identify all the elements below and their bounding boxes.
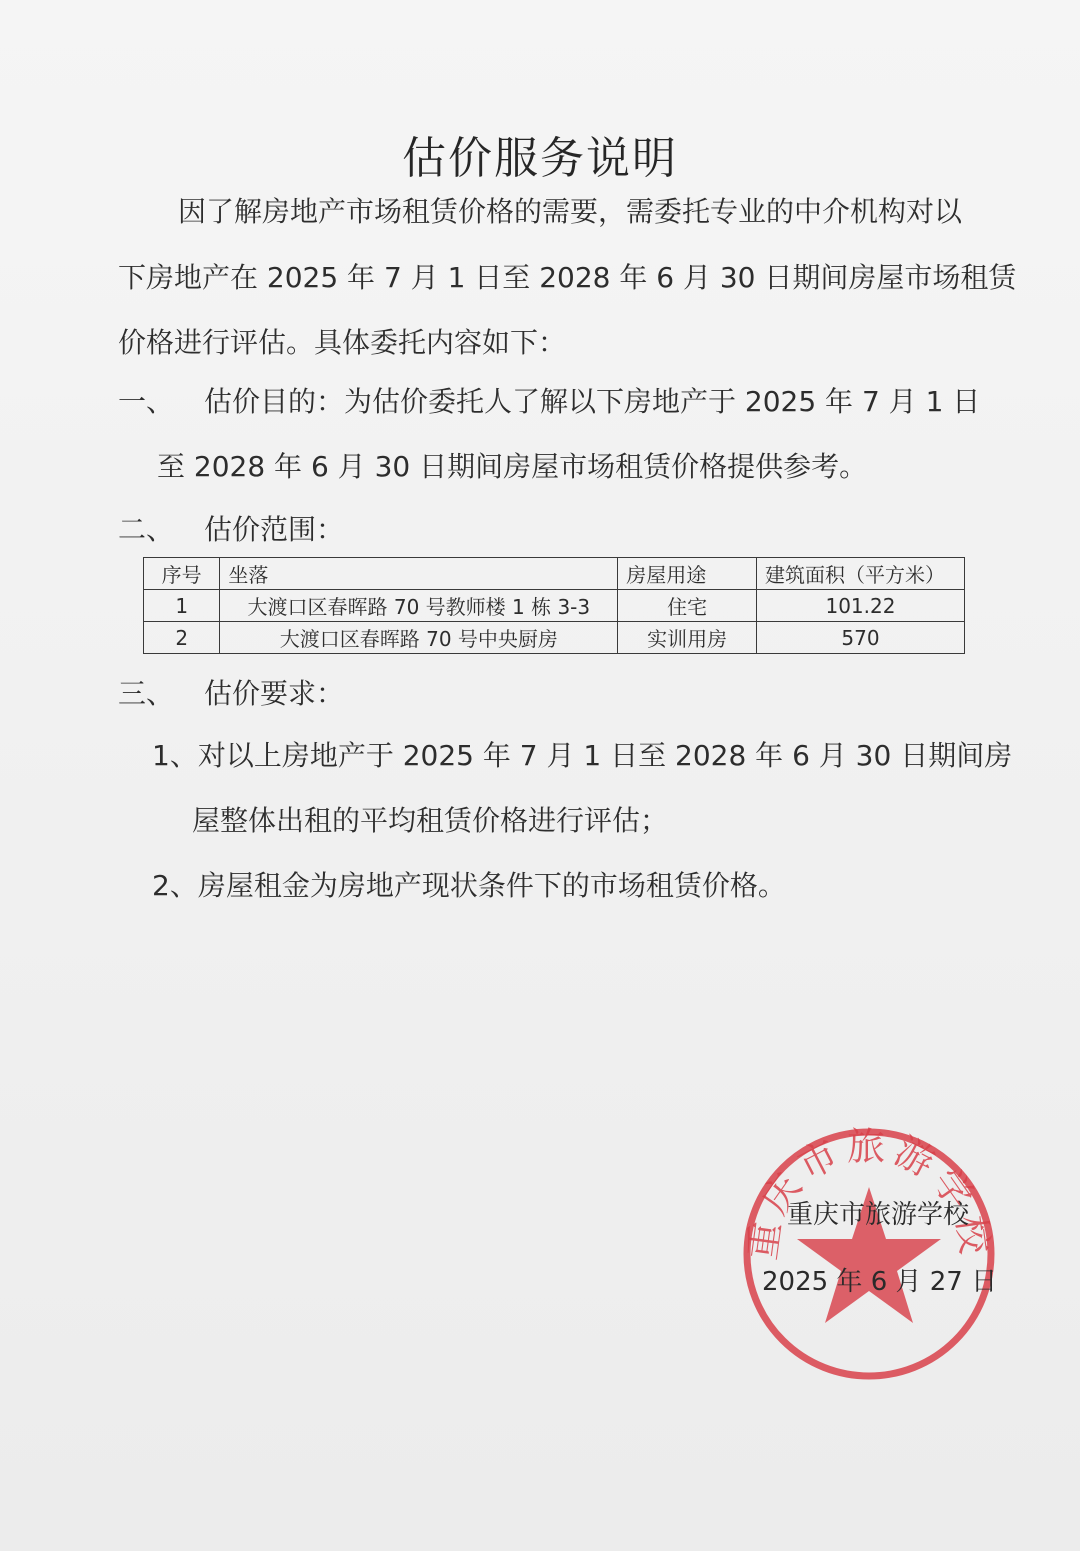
intro-line-3: 价格进行评估。具体委托内容如下：: [118, 326, 567, 359]
table-row: [144, 622, 965, 654]
table-row: [144, 590, 965, 622]
scope-table: [143, 557, 965, 654]
section-2-heading: 估价范围：: [204, 513, 345, 546]
section-1-line-2: 至 2028 年 6 月 30 日期间房屋市场租赁价格提供参考。: [157, 450, 868, 483]
cell-usage: 实训用房: [618, 622, 757, 654]
section-3-heading: 估价要求：: [204, 677, 345, 710]
cell-location: 大渡口区春晖路 70 号中央厨房: [220, 622, 618, 654]
section-3-item-2: 2、房屋租金为房地产现状条件下的市场租赁价格。: [152, 869, 786, 902]
intro-line-2: 下房地产在 2025 年 7 月 1 日至 2028 年 6 月 30 日期间房屋市场租赁: [118, 261, 1017, 294]
official-seal-stamp: [740, 1125, 998, 1383]
section-2-number: 二、: [118, 513, 175, 546]
section-3-item-1-line-2: 屋整体出租的平均租赁价格进行评估；: [192, 804, 669, 837]
section-1-number: 一、: [118, 385, 175, 418]
svg-text:重庆市旅游学校: 重庆市旅游学校: [740, 1125, 998, 1263]
section-1-line-1: 估价目的：为估价委托人了解以下房地产于 2025 年 7 月 1 日: [204, 385, 981, 418]
header-location: 坐落: [220, 558, 618, 590]
signature-date: 2025 年 6 月 27 日: [762, 1267, 998, 1297]
intro-line-1: 因了解房地产市场租赁价格的需要，需委托专业的中介机构对以: [178, 195, 963, 228]
cell-location: 大渡口区春晖路 70 号教师楼 1 栋 3-3: [220, 590, 618, 622]
cell-no: 2: [144, 622, 220, 654]
section-3-item-1-line-1: 1、对以上房地产于 2025 年 7 月 1 日至 2028 年 6 月 30 日期间房: [152, 739, 1013, 772]
document-title: 估价服务说明: [402, 133, 678, 184]
cell-area: 101.22: [756, 590, 964, 622]
header-usage: 房屋用途: [618, 558, 757, 590]
header-no: 序号: [144, 558, 220, 590]
cell-area: 570: [756, 622, 964, 654]
header-area: 建筑面积（平方米）: [756, 558, 964, 590]
signature-organization: 重庆市旅游学校: [787, 1200, 970, 1230]
cell-usage: 住宅: [618, 590, 757, 622]
table-header-row: [144, 558, 965, 590]
section-3-number: 三、: [118, 677, 175, 710]
cell-no: 1: [144, 590, 220, 622]
